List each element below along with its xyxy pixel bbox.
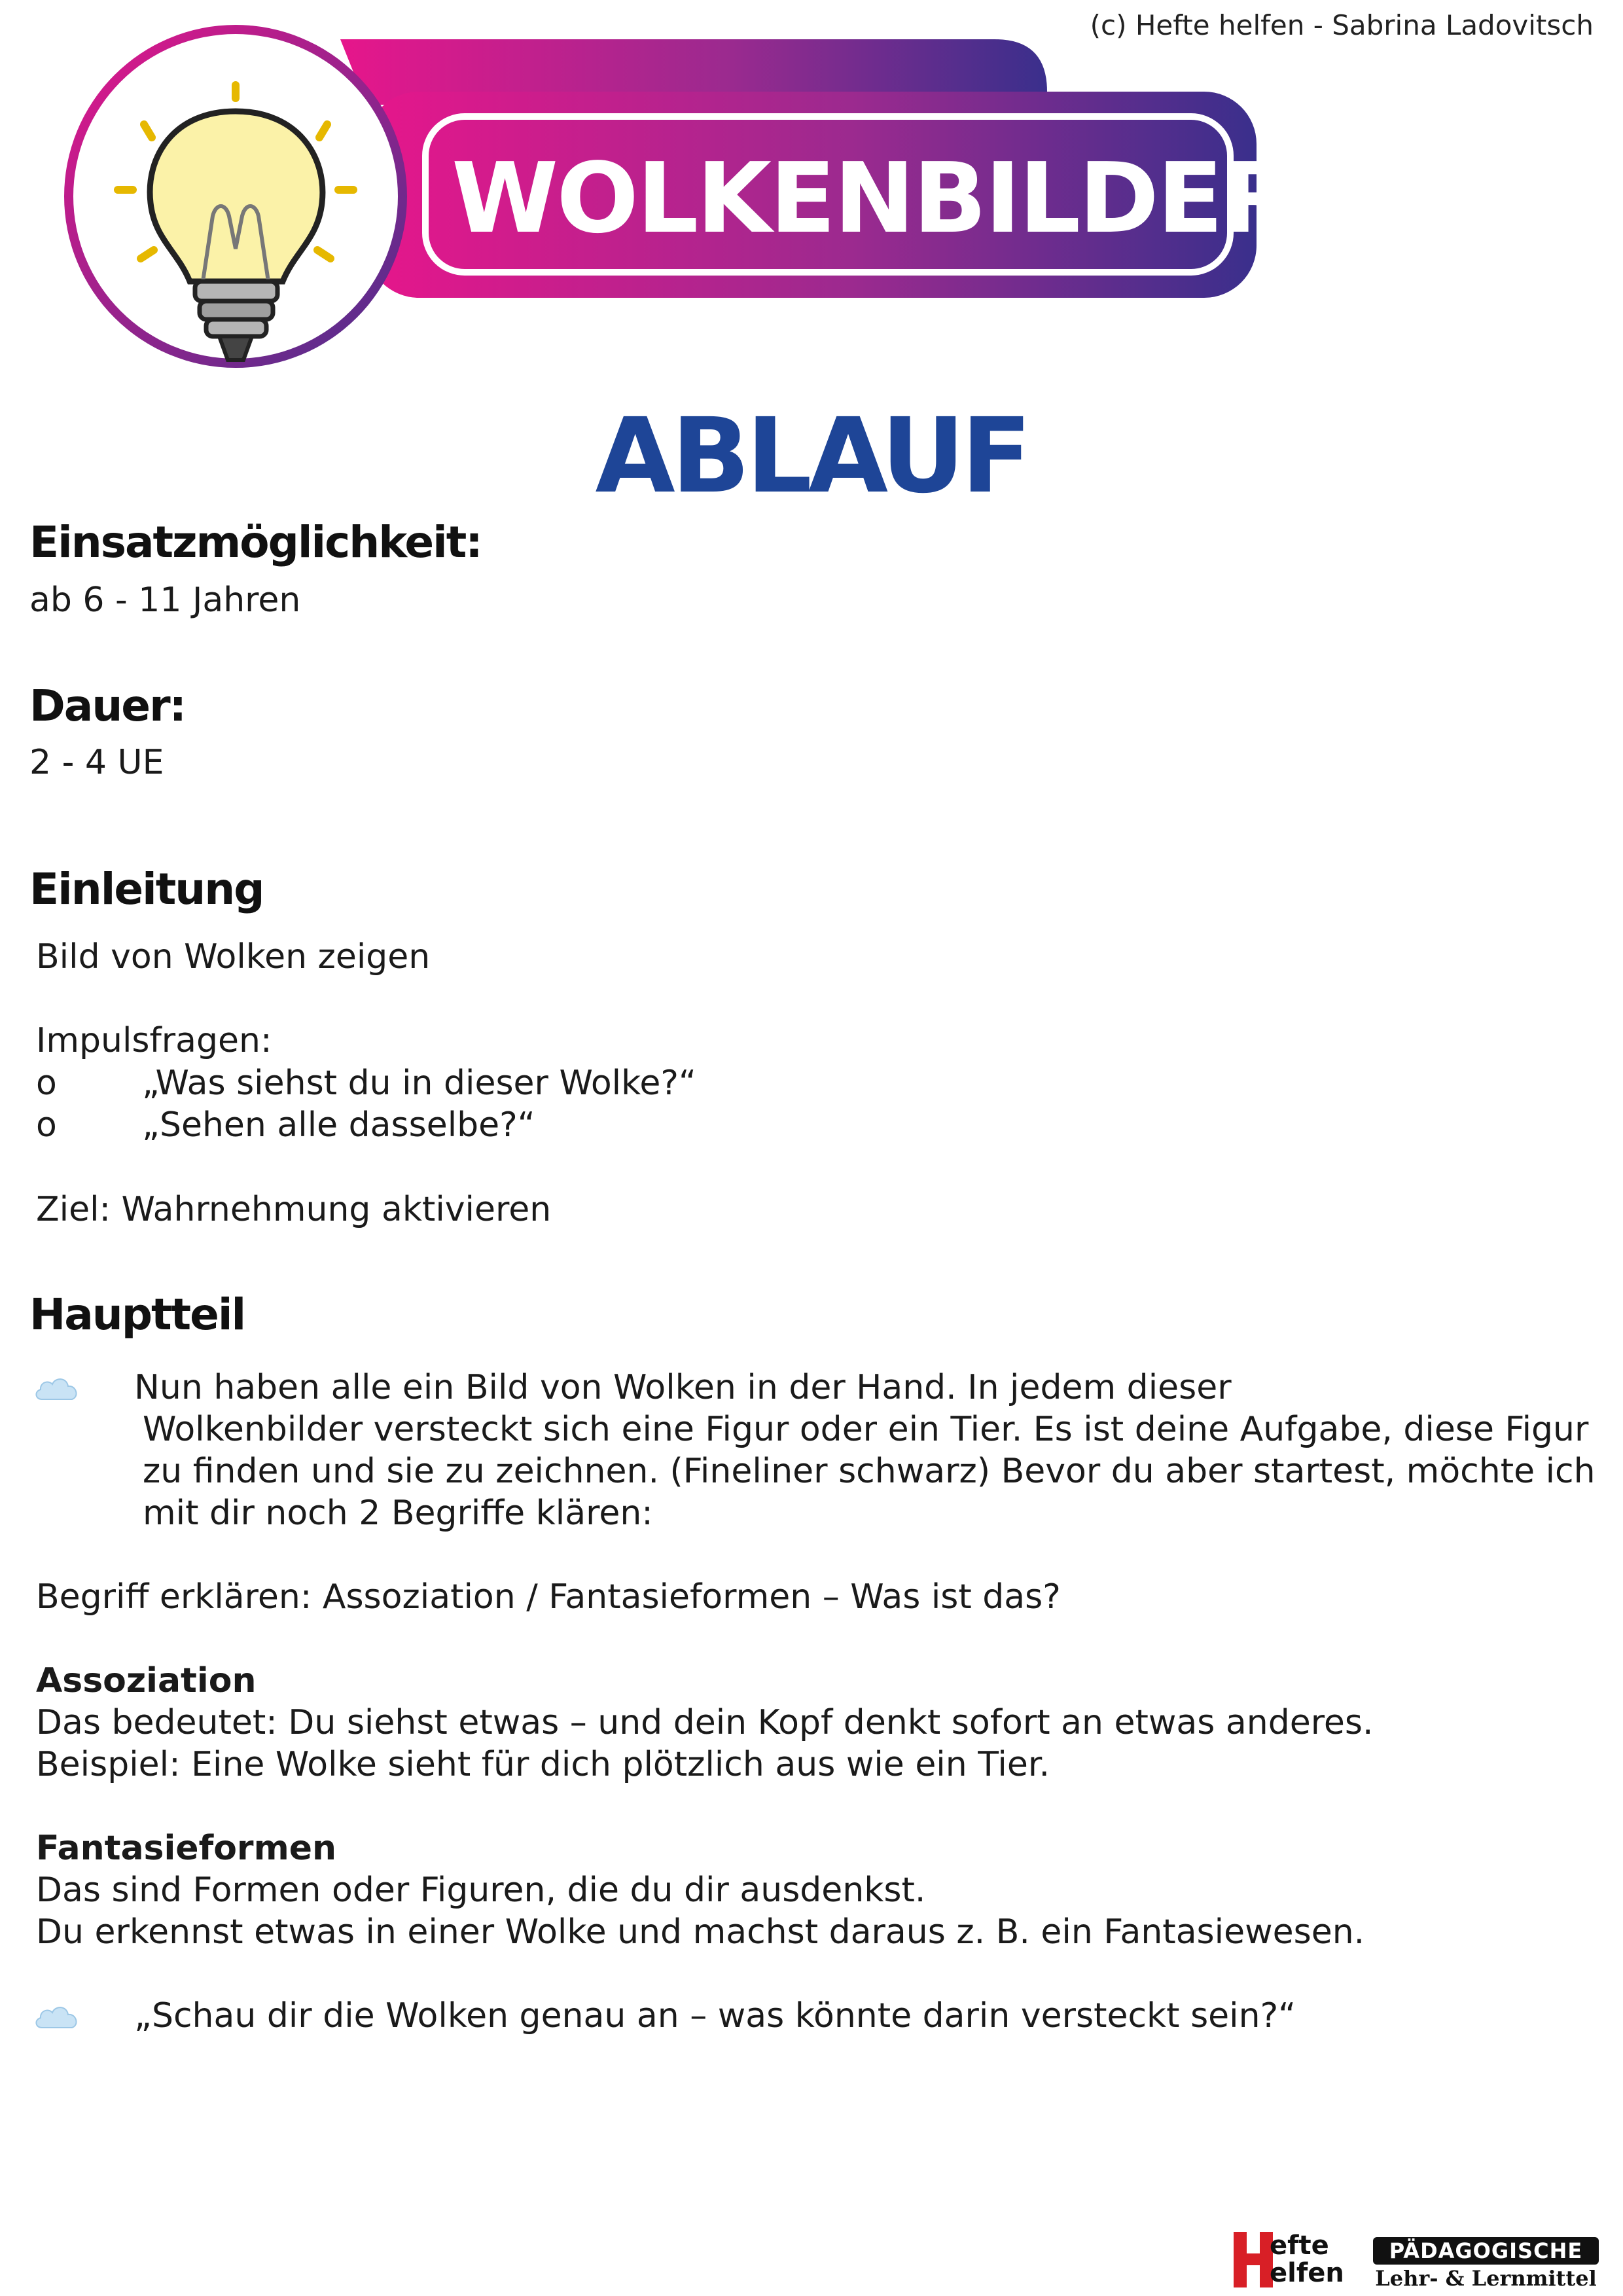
einsatz-value: ab 6 - 11 Jahren <box>29 581 301 620</box>
closing-line: „Schau dir die Wolken genau an – was könnte darin versteckt sein?“ <box>134 1996 1296 2036</box>
paedagogische-logo-text: PÄDAGOGISCHE <box>1373 2237 1599 2265</box>
cloud-icon <box>34 1373 80 1402</box>
hauptteil-intro-line: Nun haben alle ein Bild von Wolken in der Hand. In jedem dieser <box>134 1368 1232 1407</box>
section-heading-dauer: Dauer: <box>29 681 186 731</box>
bullet-marker: o <box>36 1064 57 1103</box>
question-text: „Was siehst du in dieser Wolke?“ <box>142 1064 696 1103</box>
fantasieformen-line: Das sind Formen oder Figuren, die du dir ausdenkst. <box>36 1871 926 1910</box>
ziel-line: Ziel: Wahrnehmung aktivieren <box>36 1190 552 1229</box>
assoziation-heading: Assoziation <box>36 1661 257 1700</box>
hefte-helfen-logo-text: elfen <box>1270 2258 1344 2288</box>
hauptteil-intro-line: mit dir noch 2 Begriffe klären: <box>143 1494 653 1533</box>
dauer-value: 2 - 4 UE <box>29 743 164 782</box>
assoziation-line: Beispiel: Eine Wolke sieht für dich plötzlich aus wie ein Tier. <box>36 1745 1050 1784</box>
impuls-label: Impulsfragen: <box>36 1021 272 1060</box>
section-heading-einleitung: Einleitung <box>29 864 264 914</box>
banner-title: WOLKENBILDER <box>452 141 1294 255</box>
cloud-icon <box>34 2001 80 2030</box>
question-text: „Sehen alle dasselbe?“ <box>142 1105 535 1145</box>
einleitung-line: Bild von Wolken zeigen <box>36 937 431 977</box>
hefte-helfen-logo-text: efte <box>1270 2231 1329 2261</box>
fantasieformen-heading: Fantasieformen <box>36 1829 337 1868</box>
bullet-marker: o <box>36 1105 57 1145</box>
page-title: ABLAUF <box>595 396 1028 516</box>
paedagogische-logo-subtitle: Lehr- & Lernmittel <box>1375 2266 1597 2291</box>
assoziation-line: Das bedeutet: Du siehst etwas – und dein Kopf denkt sofort an etwas anderes. <box>36 1703 1374 1742</box>
fantasieformen-line: Du erkennst etwas in einer Wolke und machst daraus z. B. ein Fantasiewesen. <box>36 1912 1365 1952</box>
hauptteil-intro-line: Wolkenbilder versteckt sich eine Figur oder ein Tier. Es ist deine Aufgabe, diese Figur <box>143 1410 1589 1449</box>
begriff-line: Begriff erklären: Assoziation / Fantasieformen – Was ist das? <box>36 1577 1061 1617</box>
section-heading-einsatz: Einsatzmöglichkeit: <box>29 517 482 567</box>
section-heading-hauptteil: Hauptteil <box>29 1289 245 1340</box>
hauptteil-intro-line: zu finden und sie zu zeichnen. (Fineliner schwarz) Bevor du aber startest, möchte ich <box>143 1452 1596 1491</box>
copyright-notice: (c) Hefte helfen - Sabrina Ladovitsch <box>1090 9 1594 41</box>
